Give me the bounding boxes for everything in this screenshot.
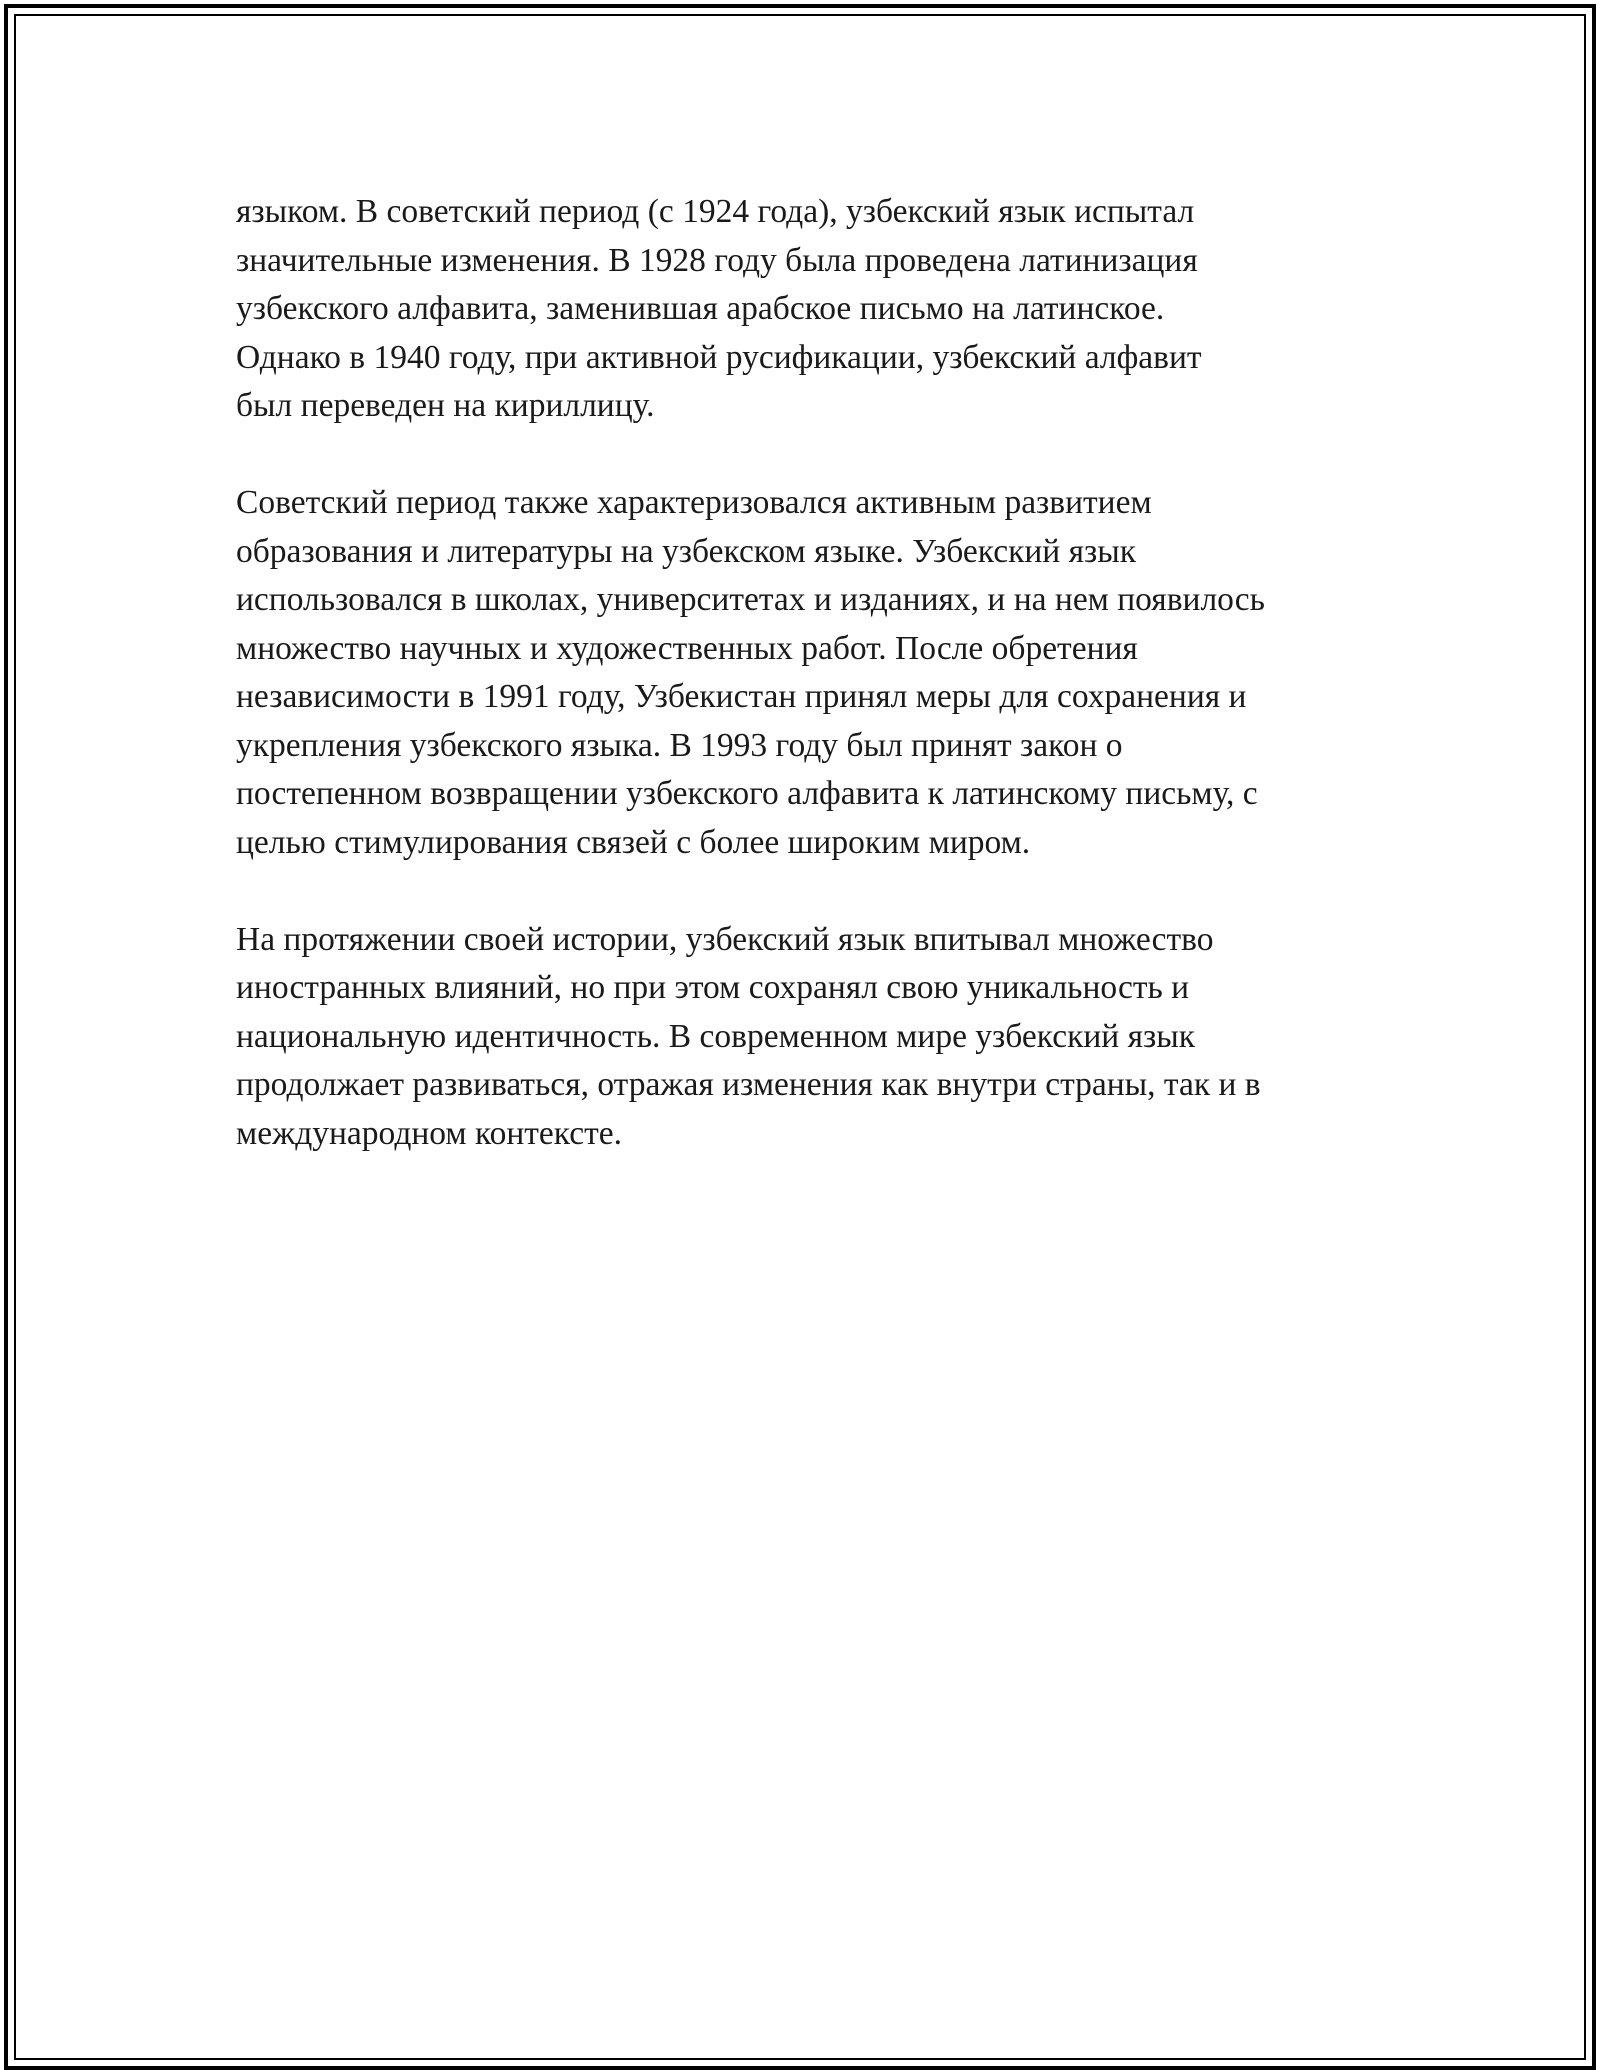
text-line: продолжает развиваться, отражая изменения как внутри страны, так и в: [236, 1066, 1261, 1103]
text-line: На протяжении своей истории, узбекский язык впитывал множество: [236, 920, 1214, 958]
text-line: Советский период также характеризовался активным развитием: [236, 484, 1152, 521]
text-line: узбекского алфавита, заменившая арабское письмо на латинское.: [236, 290, 1165, 327]
text-line: множество научных и художественных работ. После обретения: [236, 629, 1138, 667]
paragraph-2: [236, 479, 1416, 867]
text-line: независимости в 1991 году, Узбекистан принял меры для сохранения и: [236, 678, 1247, 715]
text-line: был переведен на кириллицу.: [236, 387, 655, 424]
text-line: национальную идентичность. В современном мире узбекский язык: [236, 1017, 1196, 1055]
text-line: иностранных влияний, но при этом сохранял свою уникальность и: [236, 969, 1190, 1006]
text-line: укрепления узбекского языка. В 1993 году был принят закон о: [236, 726, 1123, 764]
paragraph-1: [236, 188, 1416, 431]
text-line: постепенном возвращении узбекского алфавита к латинскому письму, с: [236, 775, 1258, 812]
text-line: целью стимулирования связей с более широким миром.: [236, 823, 1031, 861]
text-line: Однако в 1940 году, при активной русификации, узбекский алфавит: [236, 338, 1202, 376]
paragraph-3: [236, 916, 1416, 1159]
text-line: использовался в школах, университетах и изданиях, и на нем появилось: [236, 581, 1265, 618]
document-body: [236, 188, 1416, 1158]
paragraph-spacer: [236, 867, 1416, 916]
text-line: значительные изменения. В 1928 году была проведена латинизация: [236, 241, 1198, 279]
paragraph-spacer: [236, 431, 1416, 480]
text-line: языком. В советский период (с 1924 года), узбекский язык испытал: [236, 193, 1195, 230]
text-line: международном контексте.: [236, 1114, 622, 1152]
text-line: образования и литературы на узбекском языке. Узбекский язык: [236, 532, 1137, 570]
